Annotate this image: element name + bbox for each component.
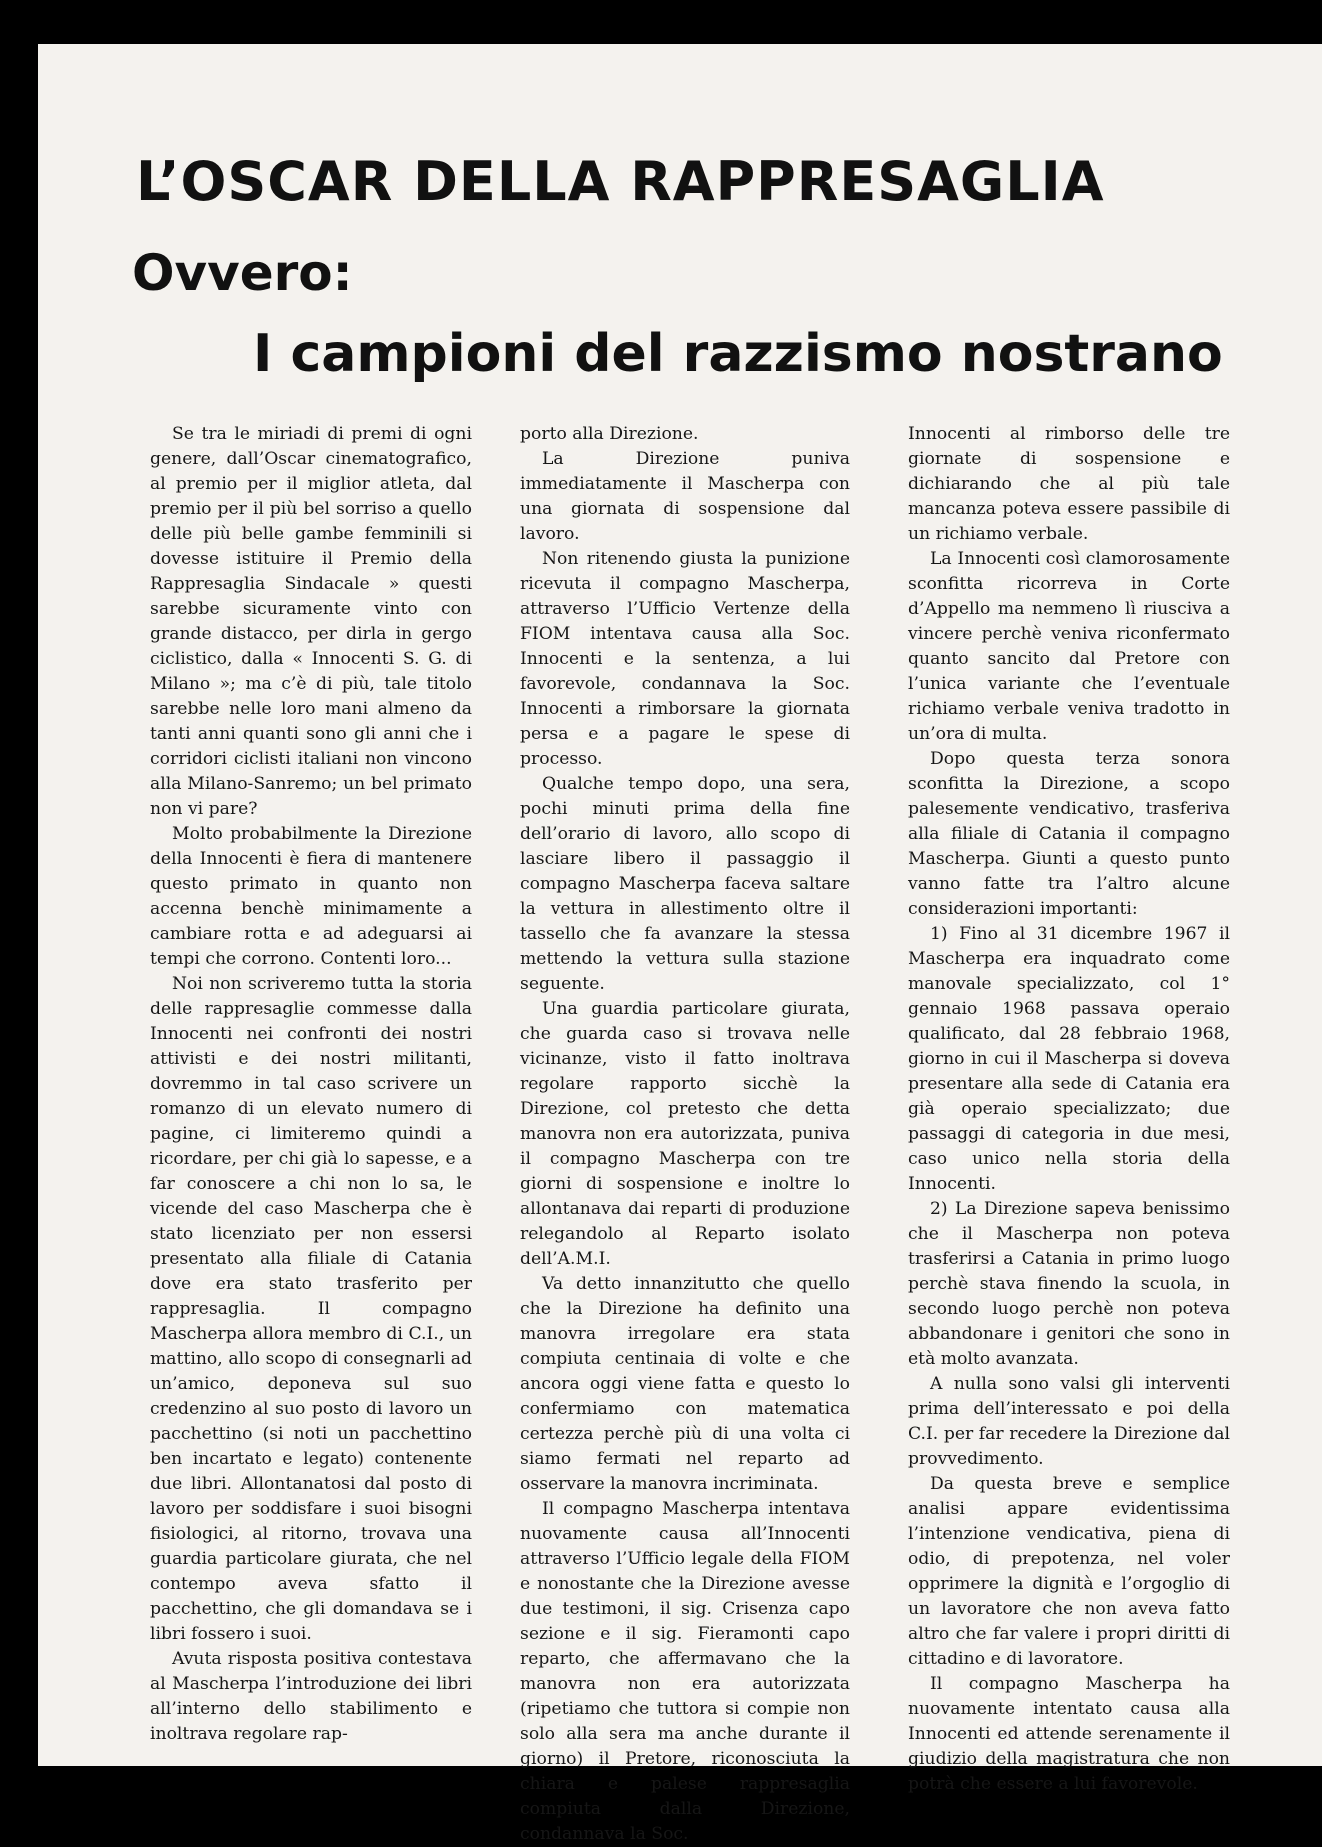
paragraph: Noi non scriveremo tutta la storia delle rappresaglie commesse dalla Innocenti nei confronti dei nostri attivisti e dei nostri militanti, dovremmo in tal caso scrivere un romanzo di un elevato numero di pagine, ci limiteremo quindi a ricordare, per chi già lo sapesse, e a far conoscere a chi non lo sa, le vicende del caso Mascherpa che è stato licenziato per non essersi presentato alla filiale di Catania dove era stato trasferito per rappresaglia. Il compagno Mascherpa allora membro di C.I., un mattino, allo scopo di consegnarli ad un’amico, deponeva sul suo credenzino al suo posto di lavoro un pacchettino (si noti un pacchettino ben incartato e legato) contenente due libri. Allontanatosi dal posto di lavoro per soddisfare i suoi bisogni fisiologici, al ritorno, trovava una guardia particolare giurata, che nel contempo aveva sfatto il pacchettino, che gli domandava se i libri fossero i suoi. (150, 974, 472, 1644)
paragraph: A nulla sono valsi gli interventi prima dell’interessato e poi della C.I. per far recedere la Direzione dal provvedimento. (908, 1374, 1230, 1469)
article-subtitle-ovvero: Ovvero: (132, 244, 353, 302)
paragraph: Molto probabilmente la Direzione della Innocenti è fiera di mantenere questo primato in quanto non accenna benchè minimamente a cambiare rotta e ad adeguarsi ai tempi che corrono. Contenti loro... (150, 824, 472, 969)
paragraph: Dopo questa terza sonora sconfitta la Direzione, a scopo palesemente vendicativo, trasferiva alla filiale di Catania il compagno Mascherpa. Giunti a questo punto vanno fatte tra l’altro alcune considerazioni importanti: (908, 749, 1230, 919)
article-column-2 (520, 422, 850, 1847)
paragraph: Una guardia particolare giurata, che guarda caso si trovava nelle vicinanze, visto il fatto inoltrava regolare rapporto sicchè la Direzione, col pretesto che detta manovra non era autorizzata, puniva il compagno Mascherpa con tre giorni di sospensione e inoltre lo allontanava dai reparti di produzione relegandolo al Reparto isolato dell’A.M.I. (520, 999, 850, 1269)
paragraph: Se tra le miriadi di premi di ogni genere, dall’Oscar cinematografico, al premio per il miglior atleta, dal premio per il più bel sorriso a quello delle più belle gambe femminili si dovesse istituire il Premio della Rappresaglia Sindacale » questi sarebbe sicuramente vinto con grande distacco, per dirla in gergo ciclistico, dalla « Innocenti S. G. di Milano »; ma c’è di più, tale titolo sarebbe nelle loro mani almeno da tanti anni quanti sono gli anni che i corridori ciclisti italiani non vincono alla Milano-Sanremo; un bel primato non vi pare? (150, 424, 472, 819)
paragraph: Avuta risposta positiva contestava al Mascherpa l’introduzione dei libri all’interno dello stabilimento e inoltrava regolare rap- (150, 1649, 472, 1744)
article-subtitle: I campioni del razzismo nostrano (253, 324, 1223, 384)
paragraph: 2) La Direzione sapeva benissimo che il Mascherpa non poteva trasferirsi a Catania in primo luogo perchè stava finendo la scuola, in secondo luogo perchè non poteva abbandonare i genitori che sono in età molto avanzata. (908, 1199, 1230, 1369)
paragraph-continued: Innocenti al rimborso delle tre giornate di sospensione e dichiarando che al più tale mancanza poteva essere passibile di un richiamo verbale. (908, 424, 1230, 544)
paragraph: La Innocenti così clamorosamente sconfitta ricorreva in Corte d’Appello ma nemmeno lì riusciva a vincere perchè veniva riconfermato quanto sancito dal Pretore con l’unica variante che l’eventuale richiamo verbale veniva tradotto in un’ora di multa. (908, 549, 1230, 744)
paragraph: Il compagno Mascherpa intentava nuovamente causa all’Innocenti attraverso l’Ufficio legale della FIOM e nonostante che la Direzione avesse due testimoni, il sig. Crisenza capo sezione e il sig. Fieramonti capo reparto, che affermavano che la manovra non era autorizzata (ripetiamo che tuttora si compie non solo alla sera ma anche durante il giorno) il Pretore, riconosciuta la chiara e palese rappresaglia compiuta dalla Direzione, condannava la Soc. (520, 1499, 850, 1844)
paragraph-continued: porto alla Direzione. (520, 424, 699, 444)
paragraph: Qualche tempo dopo, una sera, pochi minuti prima della fine dell’orario di lavoro, allo scopo di lasciare libero il passaggio il compagno Mascherpa faceva saltare la vettura in allestimento oltre il tassello che fa avanzare la stessa mettendo la vettura sulla stazione seguente. (520, 774, 850, 994)
article-column-1 (150, 422, 472, 1747)
article-column-3 (908, 422, 1230, 1797)
paragraph: Va detto innanzitutto che quello che la Direzione ha definito una manovra irregolare era stata compiuta centinaia di volte e che ancora oggi viene fatta e questo lo confermiamo con matematica certezza perchè più di una volta ci siamo fermati nel reparto ad osservare la manovra incriminata. (520, 1274, 850, 1494)
article-title: L’OSCAR DELLA RAPPRESAGLIA (136, 150, 1105, 213)
magazine-page (38, 44, 1322, 1844)
paragraph: 1) Fino al 31 dicembre 1967 il Mascherpa era inquadrato come manovale specializzato, col 1° gennaio 1968 passava operaio qualificato, dal 28 febbraio 1968, giorno in cui il Mascherpa si doveva presentare alla sede di Catania era già operaio specializzato; due passaggi di categoria in due mesi, caso unico nella storia della Innocenti. (908, 924, 1230, 1194)
paragraph: La Direzione puniva immediatamente il Mascherpa con una giornata di sospensione dal lavoro. (520, 449, 850, 544)
paragraph: Non ritenendo giusta la punizione ricevuta il compagno Mascherpa, attraverso l’Ufficio Vertenze della FIOM intentava causa alla Soc. Innocenti e la sentenza, a lui favorevole, condannava la Soc. Innocenti a rimborsare la giornata persa e a pagare le spese di processo. (520, 549, 850, 769)
paragraph: Da questa breve e semplice analisi appare evidentissima l’intenzione vendicativa, piena di odio, di prepotenza, nel voler opprimere la dignità e l’orgoglio di un lavoratore che non aveva fatto altro che far valere i propri diritti di cittadino e di lavoratore. (908, 1474, 1230, 1669)
paragraph: Il compagno Mascherpa ha nuovamente intentato causa alla Innocenti ed attende serenamente il giudizio della magistratura che non potrà che essere a lui favorevole. (908, 1674, 1230, 1794)
